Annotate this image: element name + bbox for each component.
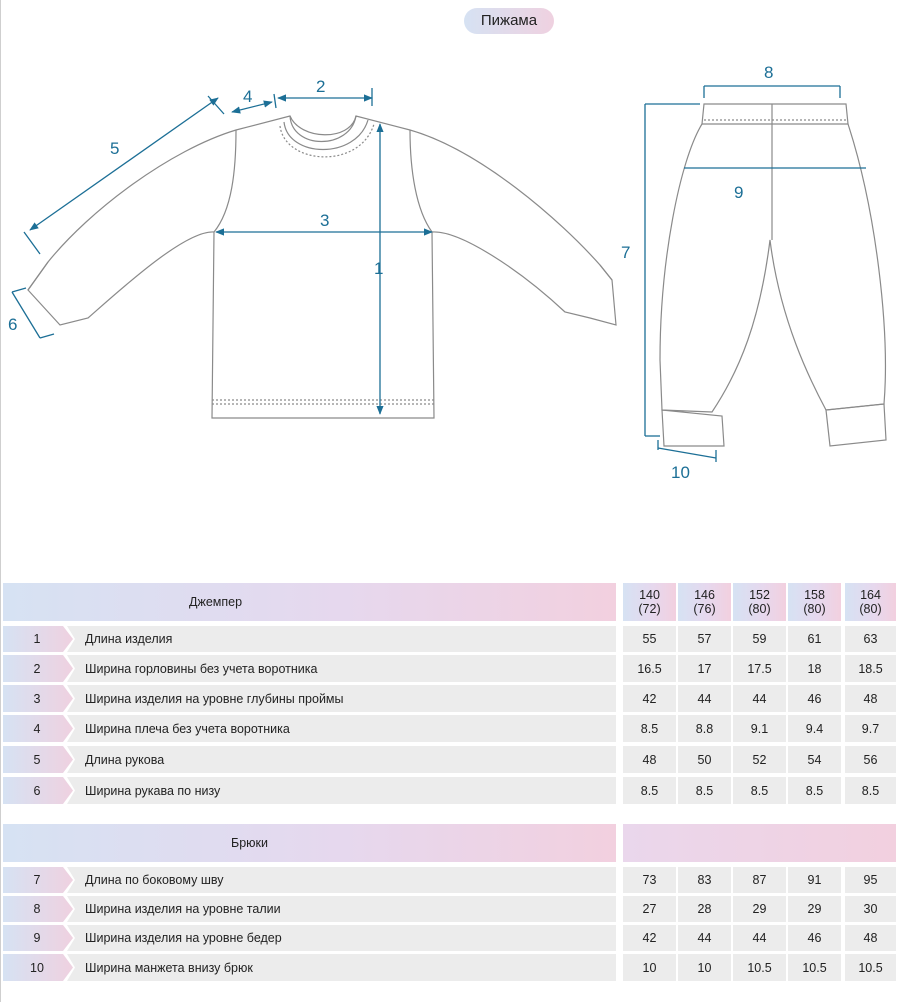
row-number: 10 — [3, 954, 71, 981]
pants-header: Брюки — [3, 824, 616, 862]
size-value: 8.5 — [733, 777, 786, 804]
pants-drawing — [660, 104, 886, 446]
size-value: 61 — [788, 626, 841, 652]
size-value: 10.5 — [733, 954, 786, 981]
size-value: 42 — [623, 685, 676, 712]
row-number: 4 — [3, 715, 71, 742]
table-row — [0, 685, 898, 712]
size-value: 29 — [733, 896, 786, 922]
row-label: Ширина плеча без учета воротника — [67, 715, 616, 742]
table-row — [0, 954, 898, 981]
row-number: 7 — [3, 867, 71, 893]
row-label: Ширина рукава по низу — [67, 777, 616, 804]
dim-label-2: 2 — [316, 77, 326, 96]
row-number: 5 — [3, 746, 71, 773]
row-number: 8 — [3, 896, 71, 922]
size-value: 42 — [623, 925, 676, 951]
size-value: 46 — [788, 925, 841, 951]
size-value: 29 — [788, 896, 841, 922]
row-number: 9 — [3, 925, 71, 951]
size-value: 55 — [623, 626, 676, 652]
dim-label-4: 4 — [243, 87, 253, 106]
size-value: 8.5 — [788, 777, 841, 804]
dim-label-1: 1 — [374, 259, 384, 278]
size-value: 48 — [623, 746, 676, 773]
table-row — [0, 715, 898, 742]
size-value: 50 — [678, 746, 731, 773]
size-value: 17 — [678, 655, 731, 682]
size-value: 18.5 — [845, 655, 896, 682]
row-label: Длина рукова — [67, 746, 616, 773]
size-value: 48 — [845, 925, 896, 951]
size-value: 10 — [678, 954, 731, 981]
size-value: 9.7 — [845, 715, 896, 742]
page-title: Пижама — [464, 8, 554, 34]
size-value: 18 — [788, 655, 841, 682]
size-value: 9.4 — [788, 715, 841, 742]
size-value: 8.5 — [623, 777, 676, 804]
dim-label-6: 6 — [8, 315, 18, 334]
size-value: 44 — [678, 685, 731, 712]
jumper-drawing — [28, 116, 616, 418]
size-header-140: 140 (72) — [623, 583, 676, 621]
size-value: 8.5 — [623, 715, 676, 742]
size-value: 30 — [845, 896, 896, 922]
row-number: 1 — [3, 626, 71, 652]
jumper-header: Джемпер — [3, 583, 616, 621]
size-value: 57 — [678, 626, 731, 652]
table-row — [0, 777, 898, 804]
size-value: 44 — [733, 925, 786, 951]
size-value: 16.5 — [623, 655, 676, 682]
row-label: Длина изделия — [67, 626, 616, 652]
size-value: 27 — [623, 896, 676, 922]
row-label: Ширина изделия на уровне талии — [67, 896, 616, 922]
size-value: 44 — [733, 685, 786, 712]
dim-label-9: 9 — [734, 183, 744, 202]
dim-label-8: 8 — [764, 63, 774, 82]
dim-label-3: 3 — [320, 211, 330, 230]
size-value: 10.5 — [788, 954, 841, 981]
size-value: 28 — [678, 896, 731, 922]
size-header-146: 146 (76) — [678, 583, 731, 621]
row-label: Ширина манжета внизу брюк — [67, 954, 616, 981]
size-value: 87 — [733, 867, 786, 893]
size-value: 83 — [678, 867, 731, 893]
dim-label-7: 7 — [621, 243, 631, 262]
size-value: 46 — [788, 685, 841, 712]
size-value: 95 — [845, 867, 896, 893]
size-value: 44 — [678, 925, 731, 951]
jumper-header-row — [0, 583, 898, 621]
size-header-158: 158 (80) — [788, 583, 841, 621]
size-value: 63 — [845, 626, 896, 652]
table-row — [0, 867, 898, 893]
row-number: 3 — [3, 685, 71, 712]
pants-header-row — [0, 824, 898, 862]
size-value: 8.5 — [678, 777, 731, 804]
size-value: 17.5 — [733, 655, 786, 682]
jumper-dimension-lines — [12, 88, 432, 414]
table-row — [0, 655, 898, 682]
size-value: 10 — [623, 954, 676, 981]
size-value: 8.8 — [678, 715, 731, 742]
dim-label-5: 5 — [110, 139, 120, 158]
pants-size-header — [623, 824, 896, 862]
size-value: 56 — [845, 746, 896, 773]
row-label: Ширина горловины без учета воротника — [67, 655, 616, 682]
size-value: 52 — [733, 746, 786, 773]
dim-label-10: 10 — [671, 463, 690, 482]
size-value: 91 — [788, 867, 841, 893]
row-number: 6 — [3, 777, 71, 804]
pants-dimension-lines — [645, 86, 866, 462]
table-row — [0, 896, 898, 922]
table-row — [0, 626, 898, 652]
size-value: 9.1 — [733, 715, 786, 742]
row-label: Ширина изделия на уровне глубины проймы — [67, 685, 616, 712]
row-label: Длина по боковому шву — [67, 867, 616, 893]
size-header-152: 152 (80) — [733, 583, 786, 621]
size-value: 48 — [845, 685, 896, 712]
size-header-164: 164 (80) — [845, 583, 896, 621]
size-value: 59 — [733, 626, 786, 652]
size-value: 8.5 — [845, 777, 896, 804]
table-row — [0, 746, 898, 773]
row-label: Ширина изделия на уровне бедер — [67, 925, 616, 951]
row-number: 2 — [3, 655, 71, 682]
measurement-diagram — [0, 40, 898, 500]
table-row — [0, 925, 898, 951]
size-value: 73 — [623, 867, 676, 893]
size-value: 10.5 — [845, 954, 896, 981]
size-value: 54 — [788, 746, 841, 773]
